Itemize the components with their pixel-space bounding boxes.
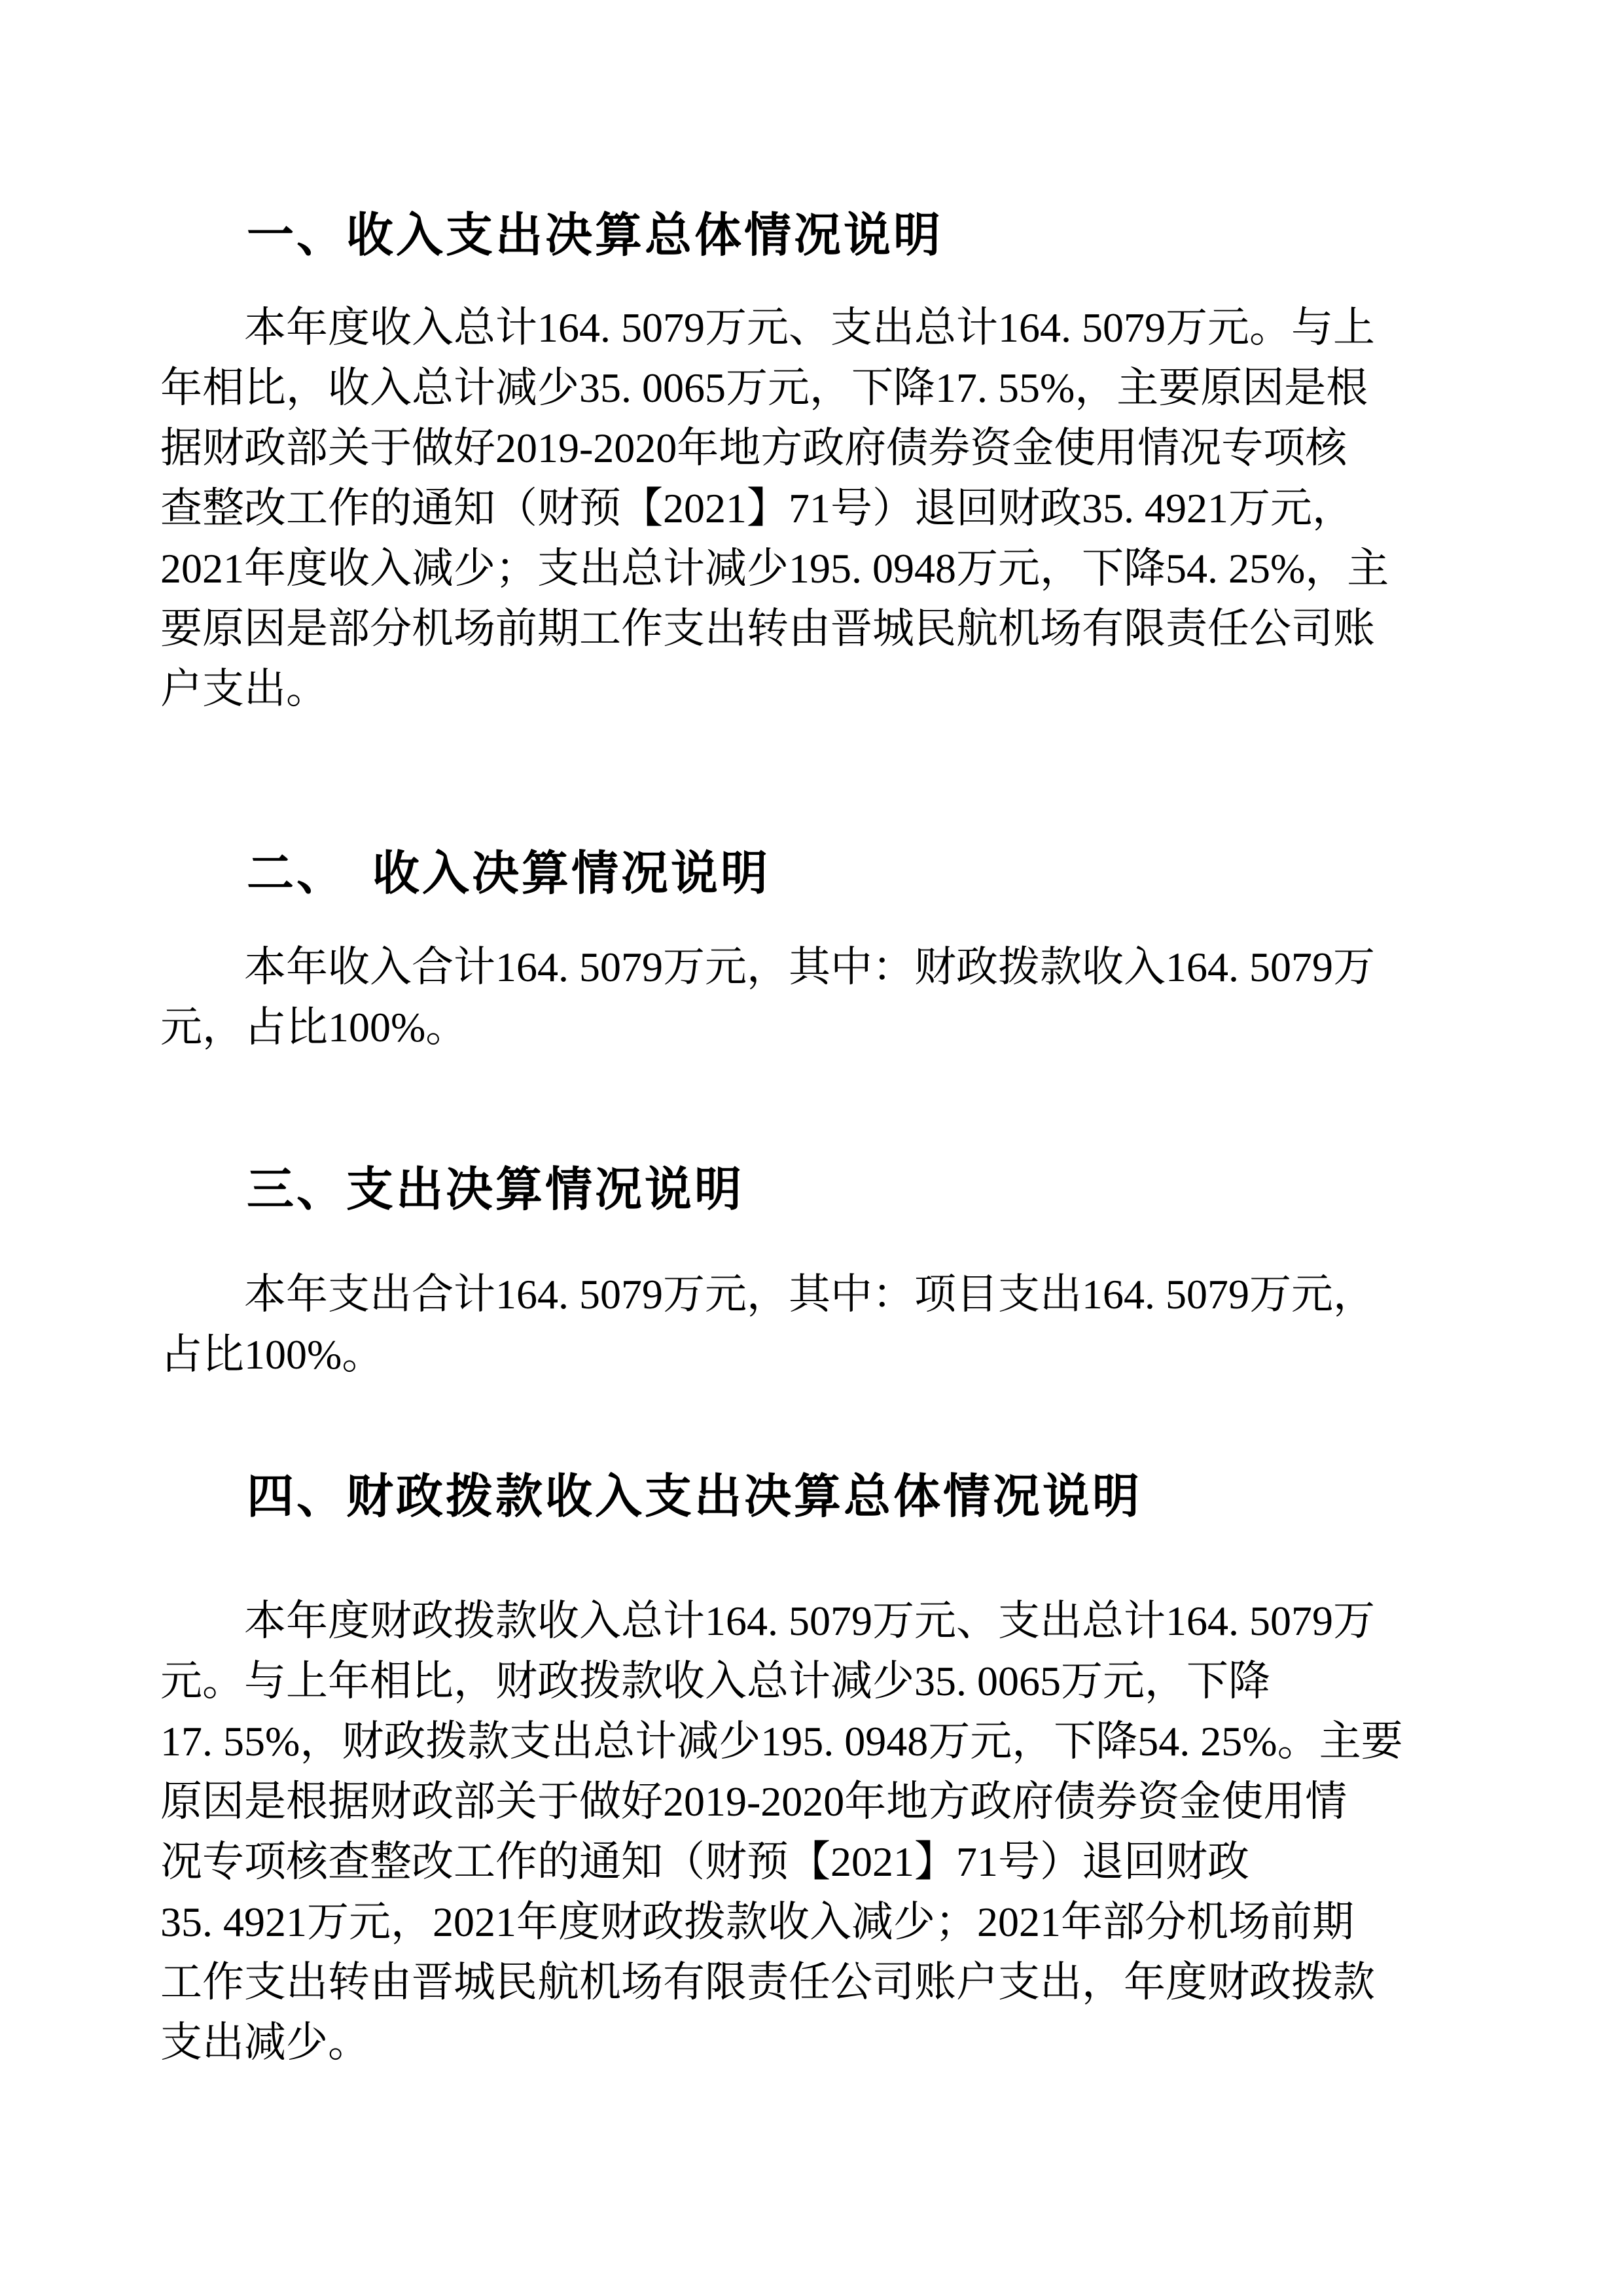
paragraph-line: 原因是根据财政部关于做好2019-2020年地方政府债券资金使用情	[160, 1778, 1347, 1825]
section-heading-4: 四、财政拨款收入支出决算总体情况说明	[247, 1471, 1143, 1523]
paragraph-line: 元。与上年相比，财政拨款收入总计减少35. 0065万元，下降	[160, 1658, 1270, 1704]
paragraph-line: 本年度收入总计164. 5079万元、支出总计164. 5079万元。与上	[244, 304, 1375, 351]
paragraph-line: 况专项核查整改工作的通知（财预【2021】71号）退回财政	[160, 1839, 1249, 1885]
paragraph-line: 查整改工作的通知（财预【2021】71号）退回财政35. 4921万元，	[160, 485, 1354, 531]
paragraph-line: 据财政部关于做好2019-2020年地方政府债券资金使用情况专项核	[160, 425, 1347, 471]
paragraph-line: 元，占比100%。	[160, 1004, 468, 1050]
document-content	[0, 209, 1623, 2073]
paragraph-line: 本年度财政拨款收入总计164. 5079万元、支出总计164. 5079万	[244, 1598, 1375, 1644]
section-paragraph-1	[160, 298, 1472, 719]
paragraph-line: 2021年度收入减少；支出总计减少195. 0948万元，下降54. 25%，主	[160, 545, 1389, 592]
paragraph-line: 支出减少。	[160, 2019, 370, 2066]
paragraph-line: 35. 4921万元，2021年度财政拨款收入减少；2021年部分机场前期	[160, 1899, 1354, 1945]
section-heading-1: 一、收入支出决算总体情况说明	[247, 209, 944, 262]
paragraph-line: 占比100%。	[160, 1331, 384, 1378]
paragraph-line: 要原因是部分机场前期工作支出转由晋城民航机场有限责任公司账	[160, 605, 1375, 652]
paragraph-line: 年相比，收入总计减少35. 0065万元，下降17. 55%，主要原因是根	[160, 365, 1368, 411]
paragraph-line: 户支出。	[160, 666, 328, 712]
section-paragraph-3	[160, 1265, 1472, 1385]
paragraph-line: 本年支出合计164. 5079万元，其中：项目支出164. 5079万元，	[244, 1271, 1375, 1318]
section-heading-2: 二、 收入决算情况说明	[247, 848, 771, 900]
section-paragraph-4	[160, 1591, 1472, 2073]
section-heading-3: 三、支出决算情况说明	[247, 1164, 745, 1216]
section-paragraph-2	[160, 937, 1472, 1058]
paragraph-line: 17. 55%，财政拨款支出总计减少195. 0948万元，下降54. 25%。主要	[160, 1718, 1403, 1765]
paragraph-line: 工作支出转由晋城民航机场有限责任公司账户支出，年度财政拨款	[160, 1959, 1375, 2005]
paragraph-line: 本年收入合计164. 5079万元，其中：财政拨款收入164. 5079万	[244, 944, 1375, 990]
